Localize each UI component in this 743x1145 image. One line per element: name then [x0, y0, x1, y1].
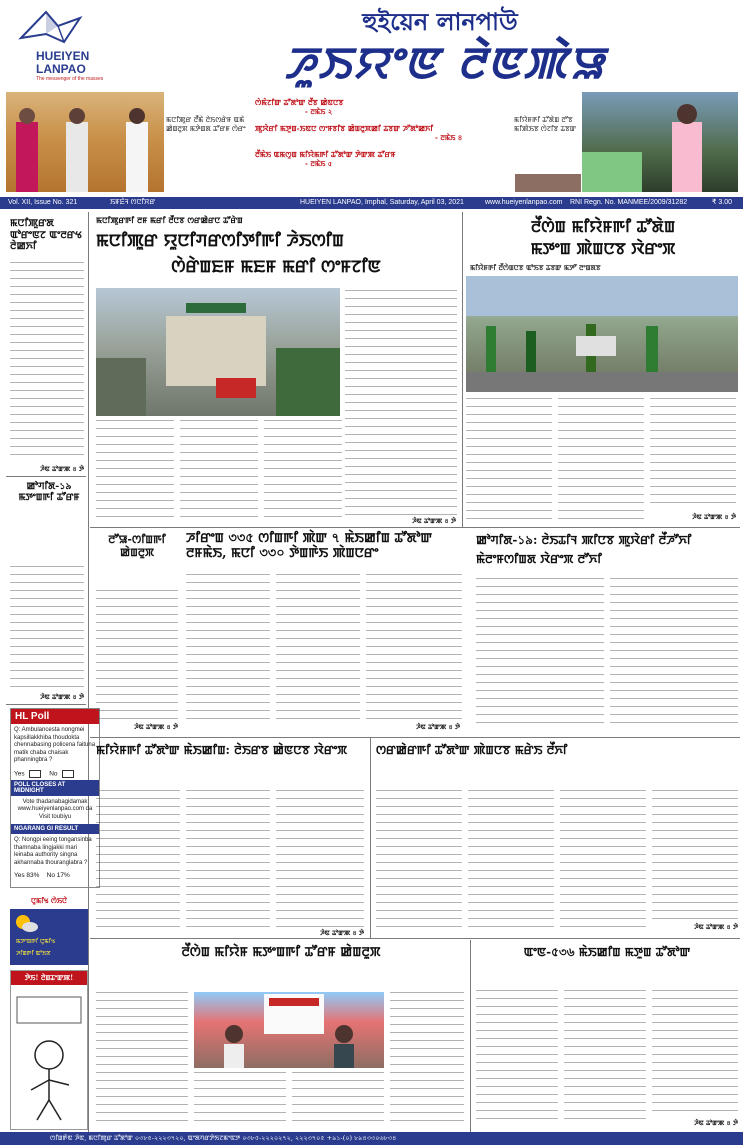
- cartoon-title: ꯇꯥꯏ! ꯂꯥꯡꯊꯦꯛꯄ!: [11, 971, 87, 985]
- covid-headline-2[interactable]: ꯃꯥꯂꯦꯝꯁꯤꯡꯗ ꯋꯥꯔꯦꯞ ꯂꯧꯈꯤ: [476, 552, 602, 566]
- b3-body-right: [390, 992, 464, 1124]
- poll-result-row: [11, 870, 99, 881]
- divider-left: [88, 212, 89, 1132]
- rule-3: [90, 938, 740, 939]
- top-story-headline-2[interactable]: ꯁꯥꯔꯥꯡꯐꯝ ꯃꯐꯝ ꯃꯔꯤ ꯁꯦꯝꯖꯤꯟ: [171, 257, 381, 277]
- poll-no-checkbox[interactable]: [62, 770, 74, 778]
- b4-credit: ꯍꯥꯟ ꯊꯣꯛꯄ ৪ ꯇꯥ: [694, 1119, 738, 1127]
- teaser-page-3: - ꯂꯃꯥꯏ ৫: [305, 159, 333, 168]
- covid-body-col2: [610, 578, 738, 728]
- b1-headline[interactable]: ꯃꯤꯌꯥꯝꯒꯤ ꯊꯧꯗꯣꯛ ꯃꯥꯏꯀꯤꯡ: ꯂꯥꯏꯔꯕ ꯀꯥꯟꯅꯕ ꯋꯥꯔꯦꯞ: [96, 743, 348, 757]
- teaser-headline-2[interactable]: ꯄꯨꯋꯥꯔꯤ ꯃꯇꯨꯡ-ꯏꯟꯅ ꯁꯦꯝꯕꯤꯕ ꯀꯥꯡꯂꯨꯞꯀꯤ ꯊꯕꯛ ꯍꯧꯗꯣꯀꯈꯤ: [255, 124, 434, 133]
- b3-headline[interactable]: ꯂꯩꯁꯥꯡ ꯃꯤꯌꯥꯝ ꯃꯇꯦꯡꯒꯤ ꯊꯧꯔꯝ ꯀꯥꯡꯂꯨꯞ: [181, 945, 381, 960]
- teaser-headline-1[interactable]: ꯁꯥꯃꯥꯖꯤꯛ ꯊꯧꯗꯣꯛ ꯂꯩꯕ ꯀꯥꯟꯅꯕ: [255, 98, 344, 107]
- logo-line2: LANPAO: [36, 62, 86, 76]
- price: ₹ 3.00: [712, 199, 733, 206]
- teaser-headline-3[interactable]: ꯂꯩꯃꯥꯏ ꯑꯃꯁꯨꯡ ꯃꯤꯌꯥꯃꯒꯤ ꯊꯧꯗꯣꯛ ꯇꯥꯛꯄ ꯊꯧꯔꯝ: [255, 150, 396, 159]
- teaser-page-2: - ꯂꯃꯥꯏ ৪: [435, 133, 463, 142]
- b2-headline[interactable]: ꯁꯔꯀꯥꯔꯒꯤ ꯊꯧꯗꯣꯛ ꯄꯥꯡꯅꯕ ꯃꯔꯥꯏ ꯂꯩꯈꯤ: [376, 743, 568, 757]
- weather-row-1: ꯃꯇꯦꯡꯒꯤ ꯅꯨꯃꯤꯠ: [16, 938, 56, 945]
- mid-story-body-col2: [276, 574, 360, 722]
- mid-story-headline[interactable]: ꯍꯤꯔꯦꯡ ৩৩৫ ꯁꯤꯡꯒꯤ ꯄꯥꯛ ৭ ꯃꯥꯏꯀꯤꯡ ꯊꯧꯗꯣꯛ ꯂꯝꯃꯥꯏ, ꯃꯅꯤ ৩৩০ ꯇꯥꯡꯒꯥꯏ ꯄꯥꯡꯅꯔꯦ: [186, 531, 432, 561]
- b4-body-col1: [476, 990, 558, 1126]
- divider-mid: [462, 212, 463, 527]
- b1-body-col1: [96, 790, 180, 928]
- right-story-body-col2: [558, 398, 644, 520]
- b4-headline[interactable]: ꯑꯦꯟ-৫৩৬ ꯃꯥꯏꯀꯤꯡ ꯃꯇꯨꯡ ꯊꯧꯗꯣꯛ: [523, 945, 691, 959]
- rule-1: [90, 527, 740, 528]
- left-story-2-credit: ꯍꯥꯟ ꯊꯣꯛꯄ ৪ ꯇꯥ: [40, 693, 84, 701]
- masthead: [0, 0, 743, 88]
- weather-panel: [10, 909, 88, 965]
- top-story-kicker: ꯃꯅꯤꯄꯨꯔꯒꯤ ꯂꯝ ꯃꯔꯤ ꯂꯩꯅꯕ ꯁꯔꯀꯥꯔꯅ ꯊꯧꯔꯥꯡ: [96, 215, 243, 225]
- poll-options: [11, 768, 99, 780]
- left-story-1-credit: ꯍꯥꯟ ꯊꯣꯛꯄ ৪ ꯇꯥ: [40, 465, 84, 473]
- teaser-left-text: ꯃꯅꯤꯄꯨꯔ ꯂꯩꯃꯥ ꯂꯥꯏꯁꯔꯥꯝ ꯑꯃꯥ ꯀꯥꯡꯂꯨꯞ ꯃꯇꯥꯡꯗ ꯊꯧꯔꯝ ꯁꯥꯔꯦ: [166, 116, 246, 133]
- top-story-credit: ꯍꯥꯟ ꯊꯣꯛꯄ ৪ ꯇꯥ: [412, 517, 456, 525]
- b3-photo[interactable]: [194, 992, 384, 1068]
- dateline-main: HUEIYEN LANPAO, Imphal, Saturday, April 03, 2021: [300, 199, 464, 206]
- weather-row-2: ꯍꯤꯡꯒꯤ ꯑꯣꯏꯕ: [16, 950, 51, 957]
- left-story-2-headline[interactable]: ꯀꯣꯚꯤꯗ-১৯ ꯃꯇꯦꯡꯒꯤ ꯊꯧꯔꯝ: [18, 481, 80, 503]
- mid-left-body: [96, 590, 178, 720]
- right-story-headline-1[interactable]: ꯂꯩꯁꯥꯡ ꯃꯤꯌꯥꯝꯒꯤ ꯊꯧꯗꯥꯡ: [530, 217, 676, 236]
- b4-body-col3: [652, 990, 738, 1116]
- teaser-strip: [0, 90, 743, 196]
- weather-title: ꯅꯨꯃꯤꯠ ꯁꯥꯏꯅꯥ: [30, 896, 68, 905]
- right-story-body-col1: [466, 398, 552, 520]
- people-photo-icon: [6, 92, 164, 192]
- volume-issue: Vol. XII, Issue No. 321: [8, 199, 78, 206]
- bird-logo-icon: [16, 8, 86, 52]
- b2-body-col2: [468, 790, 554, 928]
- right-story-credit: ꯍꯥꯟ ꯊꯣꯛꯄ ৪ ꯇꯥ: [692, 513, 736, 521]
- top-story-photo[interactable]: [96, 288, 340, 416]
- teaser-photo-left[interactable]: [6, 92, 164, 192]
- logo-name: [36, 50, 89, 76]
- result-no-label: No: [46, 872, 55, 879]
- covid-headline-1[interactable]: ꯀꯣꯚꯤꯗ-১৯: ꯂꯥꯏꯊꯤꯜ ꯄꯤꯅꯕ ꯄꯨꯋꯥꯔꯤ ꯂꯩꯍꯧꯈꯤ: [476, 533, 692, 547]
- dateline-bar: [0, 197, 743, 209]
- poll-question: Q: Ambulancesta nongmei kapsillakkhiba thoudokta chennabasing policena faituna matik chaba chaisak phanningbra ?: [14, 727, 96, 763]
- masthead-title-meitei: ꯍꯨꯏꯌꯦꯟ ꯂꯥꯟꯄꯥꯎ: [284, 38, 606, 89]
- b2-body-col4: [652, 790, 738, 920]
- teaser-page-1: - ꯂꯃꯥꯏ ২: [305, 107, 333, 116]
- b3-body-left: [96, 992, 188, 1124]
- website[interactable]: www.hueiyenlanpao.com: [485, 199, 563, 206]
- top-story-body-col2: [180, 420, 258, 520]
- teaser-mid: [255, 98, 487, 194]
- cartoon-drawing-icon: [11, 985, 87, 1125]
- sun-cloud-icon: [13, 912, 39, 934]
- teaser-photo-right[interactable]: [582, 92, 738, 192]
- poll-result-question: Q: Nongpi eeing tongansinba thamnaba lingjakki mari leinaba authority singna akhannaba thouranglabra ?: [14, 837, 92, 866]
- b1-body-col3: [276, 790, 364, 928]
- divider-mid2: [370, 738, 371, 938]
- weather-box: [10, 896, 88, 966]
- rule-left-2: [6, 704, 86, 705]
- cartoon-box: [10, 970, 88, 1130]
- mid-story-credit: ꯍꯥꯟ ꯊꯣꯛꯄ ৪ ꯇꯥ: [416, 723, 460, 731]
- top-story-headline-1[interactable]: ꯃꯅꯤꯄꯨꯔ ꯌꯨꯅꯤꯚꯔꯁꯤꯇꯤꯒꯤ ꯍꯥꯏꯁꯤꯡ: [96, 231, 344, 251]
- b2-body-col3: [560, 790, 646, 928]
- rule-2: [90, 737, 740, 738]
- divider-mid3: [470, 940, 471, 1132]
- logo-tagline: The messenger of the masses: [36, 76, 104, 82]
- right-story-photo[interactable]: [466, 276, 738, 392]
- mid-story-body-col1: [186, 574, 270, 722]
- mid-story-body-col3: [366, 574, 462, 722]
- right-story-body-col3: [650, 398, 736, 508]
- meeting-photo-icon: [194, 992, 384, 1068]
- logo-line1: HUEIYEN: [36, 49, 90, 63]
- poll-result-title: NGARANG GI RESULT: [11, 824, 99, 834]
- poll-no-label: No: [49, 770, 58, 778]
- b4-body-col2: [564, 990, 646, 1126]
- right-story-headline-2[interactable]: ꯃꯇꯦꯡ ꯄꯥꯡꯅꯕ ꯋꯥꯔꯦꯞ: [530, 239, 676, 258]
- teaser-photo-mid-right[interactable]: [515, 174, 581, 192]
- rni-number: RNI Regn. No. MANMEE/2009/31282: [570, 199, 688, 206]
- footer-bar: ꯁꯤꯡꯒꯥꯟ ꯍꯥꯟ, ꯃꯅꯤꯄꯨꯔ ꯊꯧꯗꯣꯛ ০৩৮৫-২২২৩৭২০, ꯑꯦꯗꯚꯔꯇꯥꯏꯖꯃꯦꯟꯇ ০৩৮৫-২২২০২৭২, ২২২৩৭০৫ +৯১-(০) ৮৯৪৩৩০৬৮৩৪: [0, 1132, 743, 1145]
- top-story-body-col3: [264, 420, 342, 520]
- building-photo-icon: [96, 288, 340, 416]
- left-story-1-body: [10, 262, 84, 462]
- speaker-photo-icon: [582, 92, 738, 192]
- mid-left-credit: ꯍꯥꯟ ꯊꯣꯛꯄ ৪ ꯇꯥ: [134, 723, 178, 731]
- b1-body-col2: [186, 790, 270, 928]
- poll-yes-label: Yes: [14, 770, 25, 778]
- result-yes-pct: 83%: [26, 872, 40, 879]
- mid-left-headline[interactable]: ꯂꯧꯎ-ꯁꯤꯡꯒꯤ ꯀꯥꯡꯂꯨꯞ: [108, 533, 166, 559]
- b3-body-mid1: [194, 1072, 286, 1128]
- hl-poll: [10, 708, 100, 888]
- dateline-local: ꯏꯝꯐꯥꯜ ꯁꯅꯤꯆꯔ: [110, 199, 156, 206]
- rule-left-1: [6, 476, 86, 477]
- top-story-body-right: [345, 290, 457, 520]
- poll-yes-checkbox[interactable]: [29, 770, 41, 778]
- b2-credit: ꯍꯥꯟ ꯊꯣꯛꯄ ৪ ꯇꯥ: [694, 923, 738, 931]
- masthead-title-bengali: হুইয়েন লানপাউ: [362, 8, 518, 36]
- left-story-2-body: [10, 566, 84, 690]
- top-story-body-col1: [96, 420, 174, 520]
- left-story-1-headline[interactable]: ꯃꯅꯤꯄꯨꯔꯗ ꯑꯣꯔꯦꯟꯖ ꯑꯦꯂꯔꯠ ꯂꯥꯀꯈꯤ: [10, 218, 82, 252]
- right-story-sub: ꯃꯤꯌꯥꯝꯒꯤ ꯂꯩꯁꯥꯡꯅꯕ ꯑꯣꯏꯕ ꯊꯕꯛ ꯃꯇꯧ ꯂꯦꯡꯗꯕ: [470, 263, 601, 272]
- poll-vote-info[interactable]: Vote thadanabagidamak www.hueiyenlanpao.com da Visit toubiyu: [17, 798, 93, 820]
- result-no-pct: 17%: [56, 872, 70, 879]
- poll-closes: POLL CLOSES AT MIDNIGHT: [11, 780, 99, 796]
- b1-credit: ꯍꯥꯟ ꯊꯣꯛꯄ ৪ ꯇꯥ: [320, 929, 364, 937]
- b3-body-mid2: [292, 1072, 384, 1128]
- result-yes-label: Yes: [14, 872, 25, 879]
- b2-body-col1: [376, 790, 462, 928]
- logo[interactable]: [6, 6, 118, 82]
- poll-title: HL Poll: [11, 709, 99, 724]
- protest-photo-icon: [466, 276, 738, 392]
- teaser-right-text: ꯃꯤꯌꯥꯝꯒꯤ ꯊꯧꯗꯥꯡ ꯂꯧꯕ ꯃꯤꯄꯥꯏꯕ ꯁꯥꯖꯤꯕ ꯊꯕꯛ: [514, 116, 577, 133]
- covid-body-col1: [476, 578, 604, 728]
